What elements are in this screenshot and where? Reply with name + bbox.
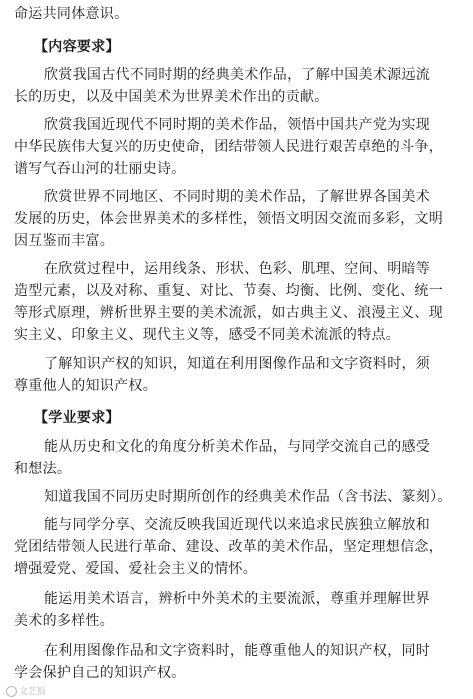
content-req-item-4-line-4: 实主义、印象主义、现代主义等，感受不同美术流派的特点。 bbox=[14, 327, 401, 343]
content-req-item-3-line-2: 发展的历史，体会世界美术的多样性，领悟文明因交流而多彩，文明 bbox=[14, 211, 443, 227]
watermark: 文艺报 bbox=[6, 684, 46, 697]
content-req-item-5-line-1: 了解知识产权的知识，知道在利用图像作品和文字资料时，须 bbox=[44, 354, 459, 374]
content-req-item-5-line-2: 尊重他人的知识产权。 bbox=[14, 378, 157, 394]
content-req-item-2-line-3: 谱写气吞山河的壮丽史诗。 bbox=[14, 161, 186, 177]
academic-req-item-4-line-2: 美术的多样性。 bbox=[14, 613, 115, 629]
content-req-item-1-line-1: 欣赏我国古代不同时期的经典美术作品，了解中国美术源远流 bbox=[44, 65, 459, 85]
academic-req-item-1-line-1: 能从历史和文化的角度分析美术作品，与同学交流自己的感受 bbox=[44, 437, 459, 457]
academic-req-item-3-line-1: 能与同学分享、交流反映我国近现代以来追求民族独立解放和 bbox=[44, 515, 459, 535]
academic-req-item-5-line-2: 学会保护自己的知识产权。 bbox=[14, 665, 186, 681]
academic-req-item-5-line-1: 在利用图像作品和文字资料时，能尊重他人的知识产权，同时 bbox=[44, 641, 459, 661]
content-req-item-4-line-2: 造型元素，以及对称、重复、对比、节奏、均衡、比例、变化、统一 bbox=[14, 283, 443, 299]
content-req-item-2-line-2: 中华民族伟大复兴的历史使命，团结带领人民进行艰苦卓绝的斗争， bbox=[14, 139, 443, 155]
weibo-logo-icon bbox=[6, 686, 17, 697]
content-req-item-3-line-3: 因互鉴而丰富。 bbox=[14, 233, 115, 249]
content-req-item-1-line-2: 长的历史，以及中国美术为世界美术作出的贡献。 bbox=[14, 89, 329, 105]
intro-tail-text: 命运共同体意识。 bbox=[14, 6, 129, 22]
content-req-item-4-line-3: 等形式原理，辨析世界主要的美术流派，如古典主义、浪漫主义、现 bbox=[14, 305, 443, 321]
content-req-item-4-line-1: 在欣赏过程中，运用线条、形状、色彩、肌理、空间、明暗等 bbox=[44, 259, 459, 279]
content-req-item-2-line-1: 欣赏我国近现代不同时期的美术作品，领悟中国共产党为实现 bbox=[44, 115, 459, 135]
content-req-item-3-line-1: 欣赏世界不同地区、不同时期的美术作品，了解世界各国美术 bbox=[44, 187, 459, 207]
academic-req-item-3-line-2: 党团结带领人民进行革命、建设、改革的美术作品，坚定理想信念， bbox=[14, 539, 443, 555]
academic-req-item-3-line-3: 增强爱党、爱国、爱社会主义的情怀。 bbox=[14, 561, 258, 577]
academic-req-item-4-line-1: 能运用美术语言，辨析中外美术的主要流派，尊重并理解世界 bbox=[44, 589, 459, 609]
academic-req-item-1-line-2: 和想法。 bbox=[14, 461, 72, 477]
academic-requirements-heading: 【学业要求】 bbox=[34, 410, 120, 426]
content-requirements-heading: 【内容要求】 bbox=[34, 39, 120, 55]
academic-req-item-2-line-1: 知道我国不同历史时期所创作的经典美术作品（含书法、篆刻）。 bbox=[44, 487, 459, 507]
